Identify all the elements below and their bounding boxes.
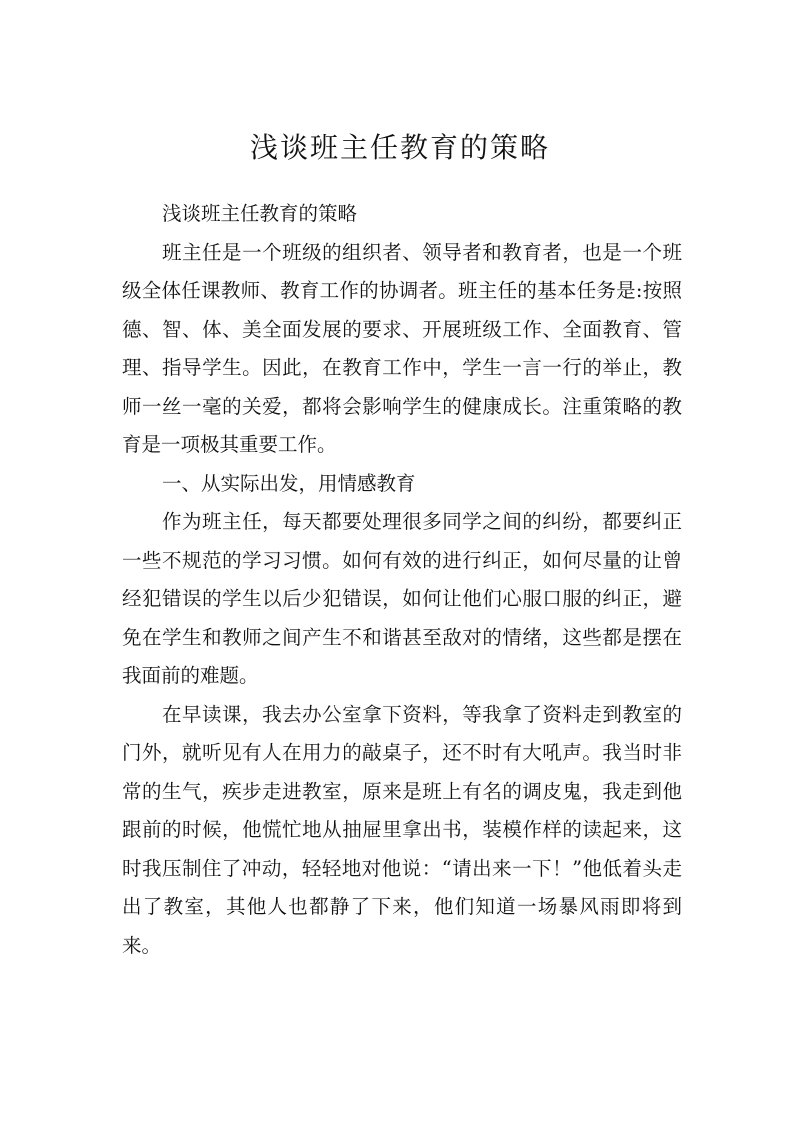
intro-paragraph: 班主任是一个班级的组织者、领导者和教育者，也是一个班级全体任课教师、教育工作的协调者。班主任的基本任务是:按照德、智、体、美全面发展的要求、开展班级工作、全面教育、管理、指导学生。因此，在教育工作中，学生一言一行的举止，教师一丝一毫的关爱，都将会影响学生的健康成长。注重策略的教育是一项极其重要工作。 <box>122 240 682 456</box>
body-paragraph: 在早读课，我去办公室拿下资料，等我拿了资料走到教室的门外，就听见有人在用力的敲桌子，还不时有大吼声。我当时非常的生气，疾步走进教室，原来是班上有名的调皮鬼，我走到他跟前的时候，他慌忙地从抽屉里拿出书，装模作样的读起来，这时我压制住了冲动，轻轻地对他说：“请出来一下！”他低着头走出了教室，其他人也都静了下来，他们知道一场暴风雨即将到来。 <box>122 702 682 957</box>
subtitle-paragraph: 浅谈班主任教育的策略 <box>162 202 358 225</box>
document-title: 浅谈班主任教育的策略 <box>249 131 550 164</box>
body-paragraph: 作为班主任，每天都要处理很多同学之间的纠纷，都要纠正一些不规范的学习习惯。如何有效的进行纠正，如何尽量的让曾经犯错误的学生以后少犯错误，如何让他们心服口服的纠正，避免在学生和教师之间产生不和谐甚至敌对的情绪，这些都是摆在我面前的难题。 <box>122 510 682 687</box>
section-heading: 一、从实际出发，用情感教育 <box>162 471 416 495</box>
document-body <box>122 195 682 965</box>
